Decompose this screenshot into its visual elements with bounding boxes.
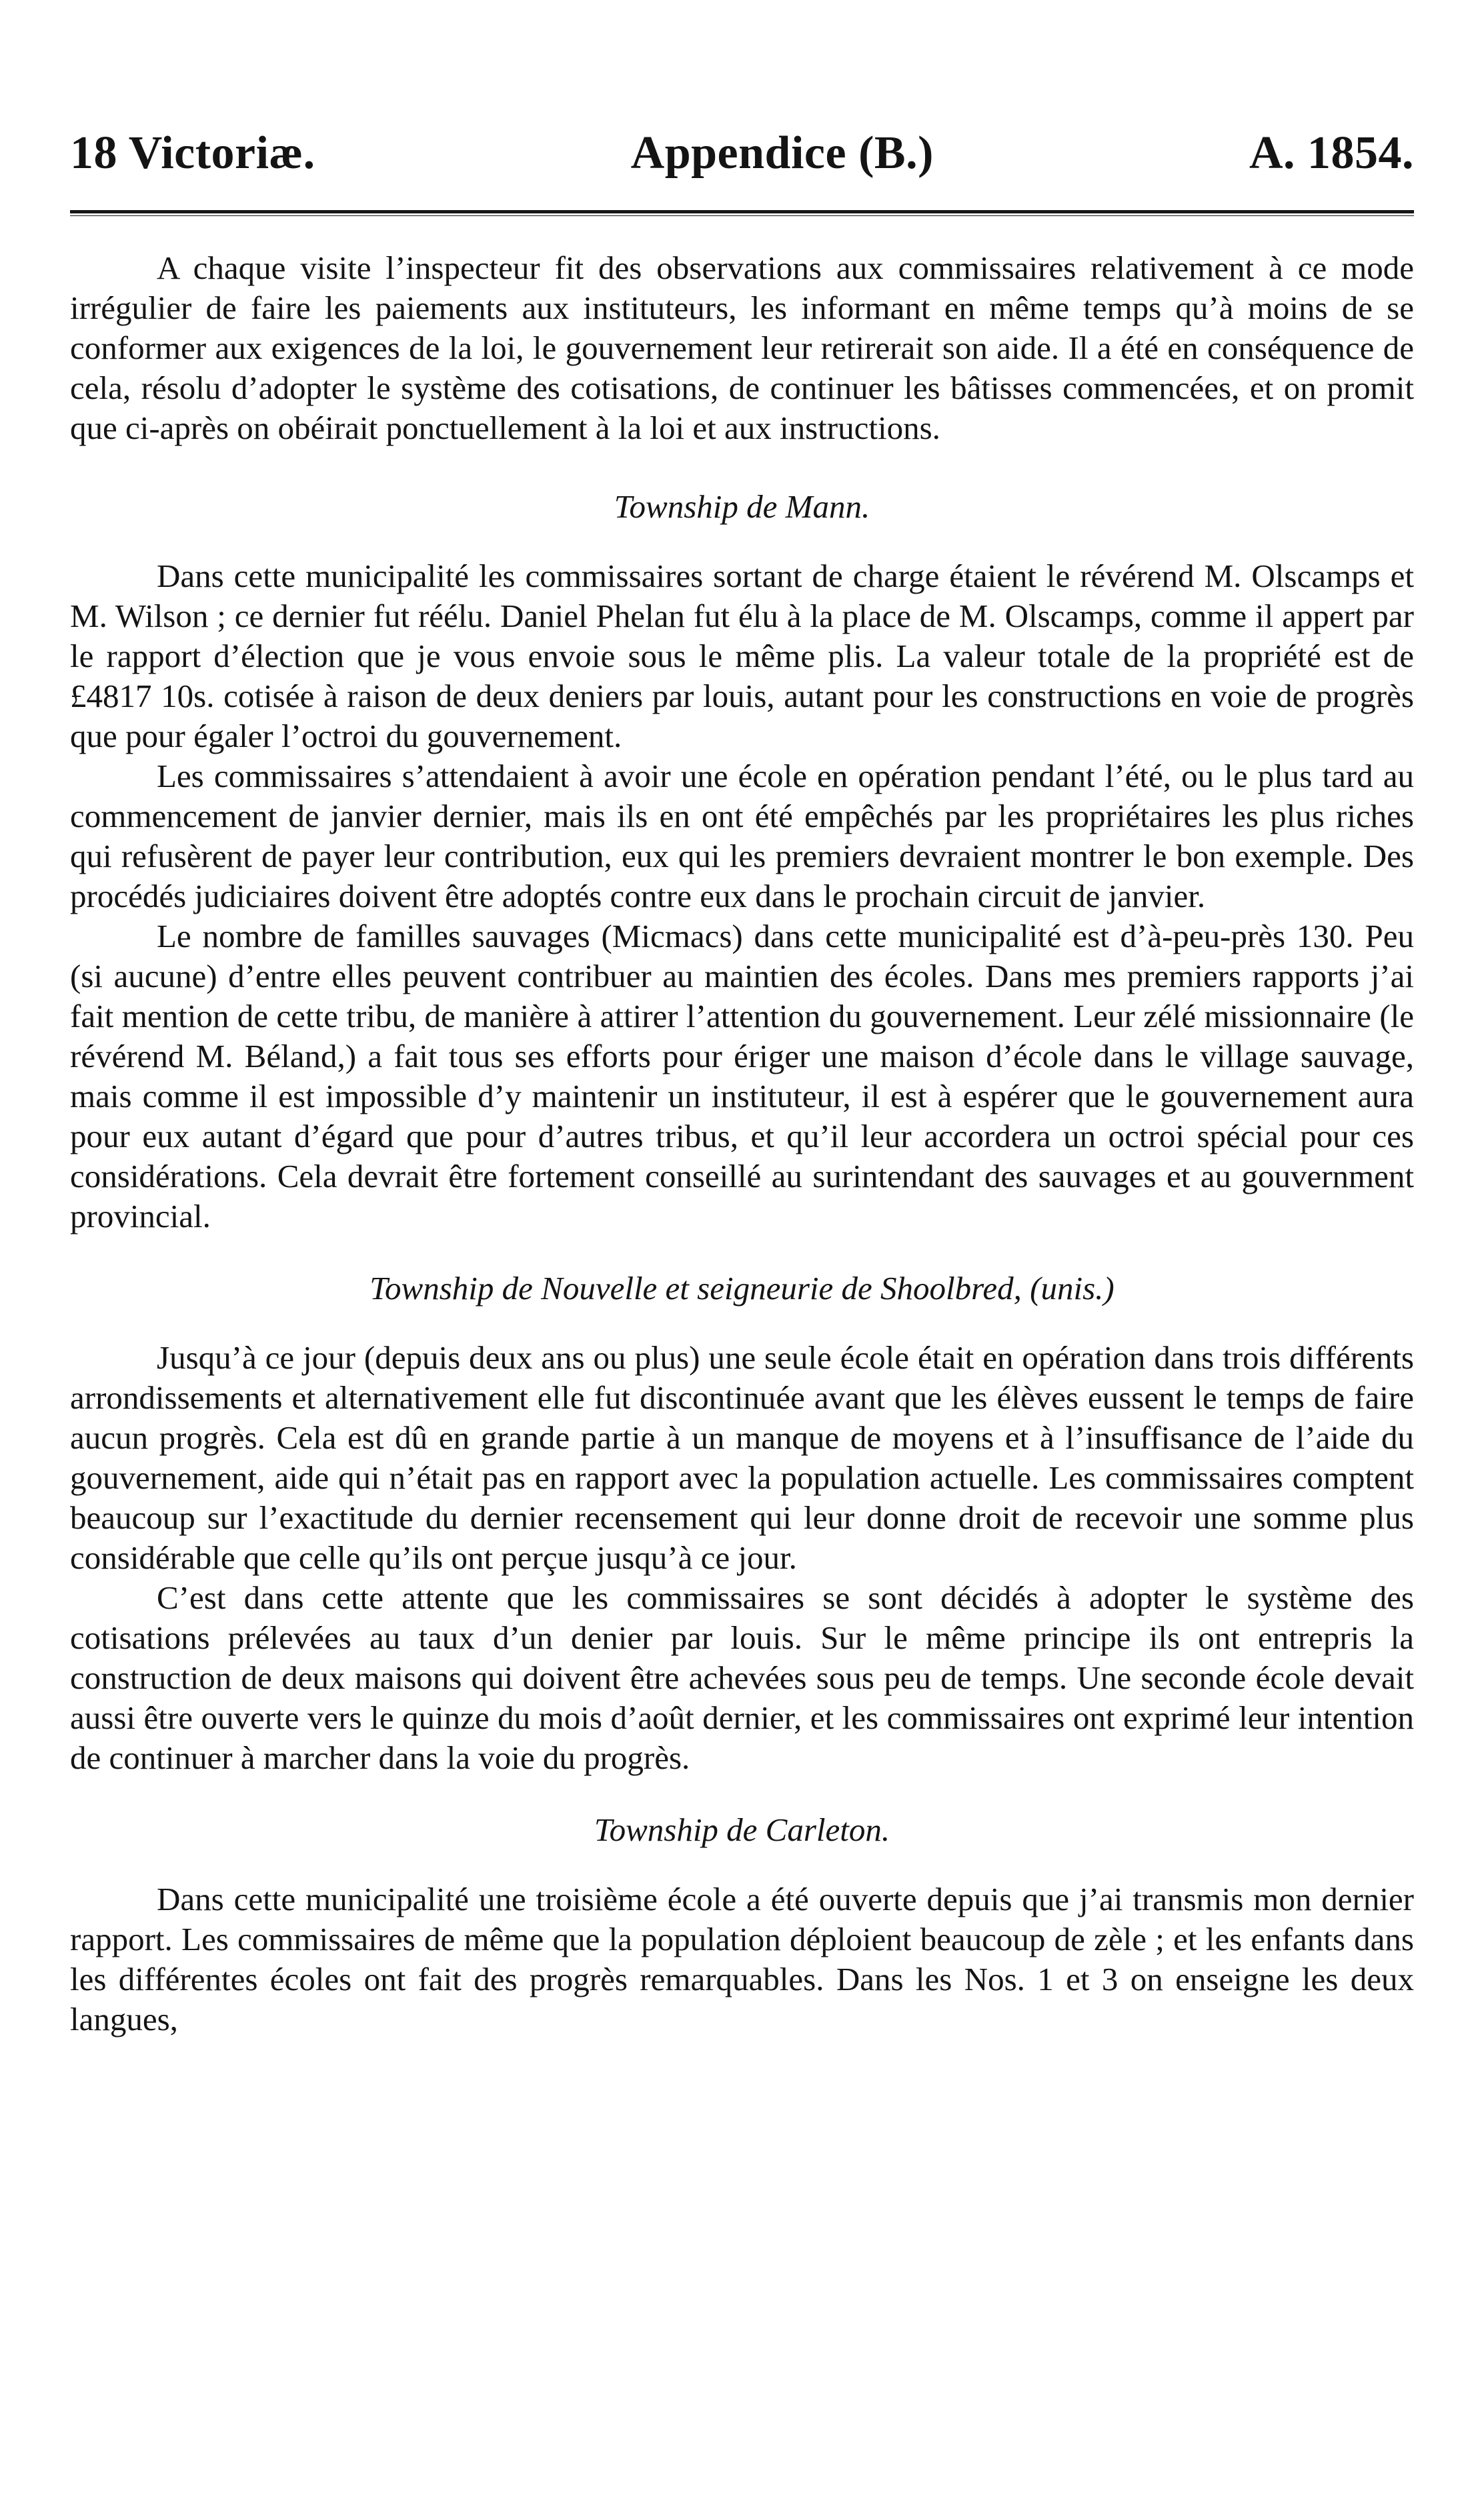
header-session: 18 Victoriæ. (70, 127, 315, 179)
paragraph: C’est dans cette attente que les commissaires se sont décidés à adopter le système des cotisations prélevées au taux d’un denier par louis. Sur le même principe ils ont entrepris la construction de deux maisons qui doivent être achevées sous peu de temps. Une seconde école devait aussi être ouverte vers le quinze du mois d’août dernier, et les commissaires ont exprimé leur intention de continuer à marcher dans la voie du progrès. (70, 1579, 1414, 1776)
running-header (70, 127, 1414, 179)
document-body (70, 248, 1414, 2039)
paragraph: Les commissaires s’attendaient à avoir une école en opération pendant l’été, ou le plus tard au commencement de janvier dernier, mais ils en ont été empêchés par les propriétaires les plus riches qui refusèrent de payer leur contribution, eux qui les premiers devraient montrer le bon exemple. Des procédés judiciaires doivent être adoptés contre eux dans le prochain circuit de janvier. (70, 758, 1414, 914)
header-year: A. 1854. (1249, 127, 1414, 179)
section-heading-mann: Township de Mann. (614, 488, 870, 525)
header-rule (70, 210, 1414, 216)
paragraph: Jusqu’à ce jour (depuis deux ans ou plus) une seule école était en opération dans trois différents arrondissements et alternativement elle fut discontinuée avant que les élèves eussent le temps de faire aucun progrès. Cela est dû en grande partie à un manque de moyens et à l’insuffisance de l’aide du gouvernement, aide qui n’était pas en rapport avec la population actuelle. Les commissaires comptent beaucoup sur l’exactitude du dernier recensement qui leur donne droit de recevoir une somme plus considérable que celle qu’ils ont perçue jusqu’à ce jour. (70, 1339, 1414, 1576)
paragraph: Dans cette municipalité les commissaires sortant de charge étaient le révérend M. Olscamps et M. Wilson ; ce dernier fut réélu. Daniel Phelan fut élu à la place de M. Olscamps, comme il appert par le rapport d’élection que je vous envoie sous le même plis. La valeur totale de la propriété est de £4817 10s. cotisée à raison de deux deniers par louis, autant pour les constructions en voie de progrès que pour égaler l’octroi du gouvernement. (70, 558, 1414, 754)
paragraph: Le nombre de familles sauvages (Micmacs) dans cette municipalité est d’à-peu-près 130. Peu (si aucune) d’entre elles peuvent contribuer au maintien des écoles. Dans mes premiers rapports j’ai fait mention de cette tribu, de manière à attirer l’attention du gouvernement. Leur zélé missionnaire (le révérend M. Béland,) a fait tous ses efforts pour ériger une maison d’école dans le village sauvage, mais comme il est impossible d’y maintenir un instituteur, il est à espérer que le gouvernement aura pour eux autant d’égard que pour d’autres tribus, et qu’il leur accordera un octroi spécial pour ces considérations. Cela devrait être fortement conseillé au surintendant des sauvages et au gouvernment provincial. (70, 918, 1414, 1234)
section-heading-carleton: Township de Carleton. (594, 1811, 890, 1848)
paragraph: A chaque visite l’inspecteur fit des observations aux commissaires relativement à ce mode irrégulier de faire les paiements aux instituteurs, les informant en même temps qu’à moins de se conformer aux exigences de la loi, le gouvernement leur retirerait son aide. Il a été en conséquence de cela, résolu d’adopter le système des cotisations, de continuer les bâtisses commencées, et on promit que ci-après on obéirait ponctuellement à la loi et aux instructions. (70, 249, 1414, 446)
section-heading-nouvelle-shoolbred: Township de Nouvelle et seigneurie de Shoolbred, (unis.) (369, 1270, 1115, 1307)
header-appendix: Appendice (B.) (630, 127, 934, 179)
paragraph: Dans cette municipalité une troisième école a été ouverte depuis que j’ai transmis mon dernier rapport. Les commissaires de même que la population déploient beaucoup de zèle ; et les enfants dans les différentes écoles ont fait des progrès remarquables. Dans les Nos. 1 et 3 on enseigne les deux langues, (70, 1881, 1414, 2037)
